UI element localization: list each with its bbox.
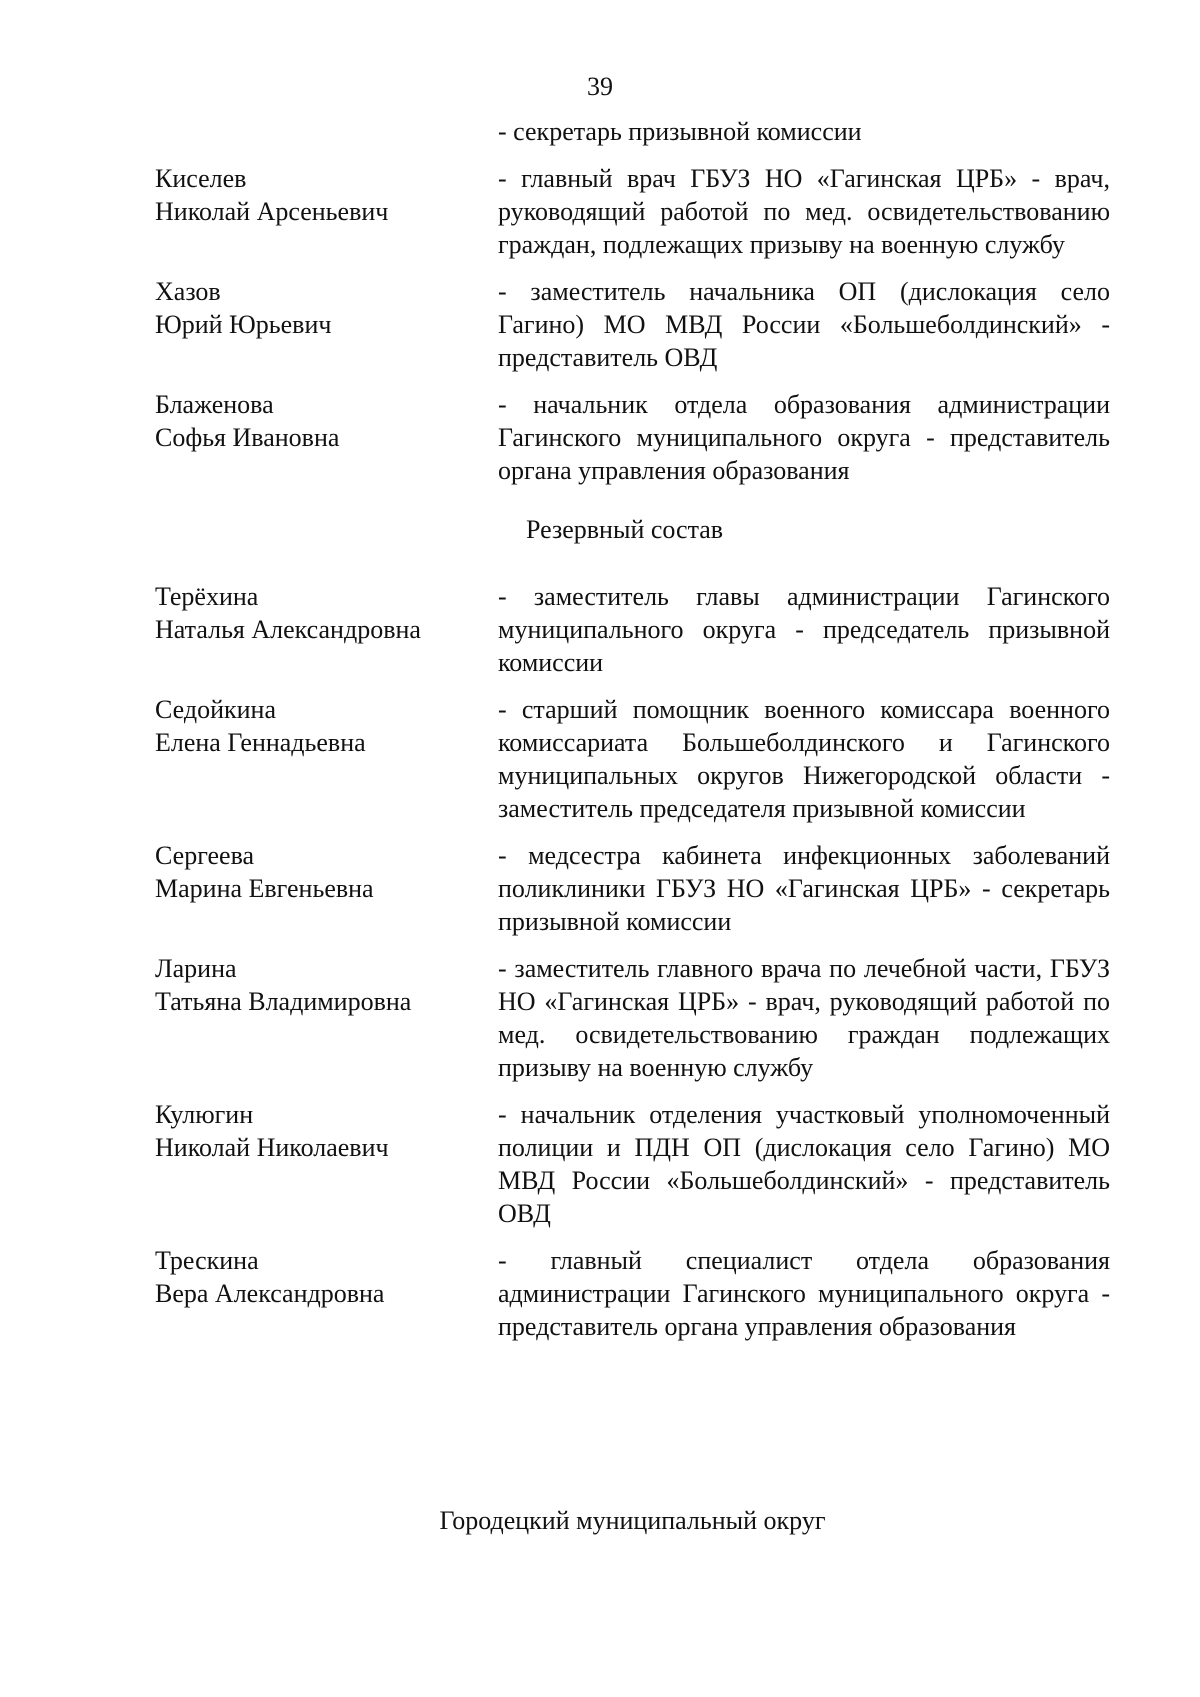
member-role: - заместитель главного врача по лечебной части, ГБУЗ НО «Гагинская ЦРБ» - врач, руководящий работой по мед. освидетельствованию граждан подлежащих призыву на военную службу [498,954,1110,1082]
member-given-name: Вера Александровна [155,1279,385,1308]
member-name [155,693,498,759]
member-given-name: Наталья Александровна [155,615,421,644]
list-item [155,115,1110,148]
member-role: - главный специалист отдела образования администрации Гагинского муниципального округа - представитель органа управления образования [498,1246,1110,1341]
member-given-name: Николай Арсеньевич [155,197,389,226]
member-surname: Ларина [155,954,237,983]
member-surname: Терёхина [155,582,259,611]
member-given-name: Юрий Юрьевич [155,310,332,339]
member-name [155,952,498,1018]
member-name [155,580,498,646]
list-item [155,388,1110,487]
member-role: - заместитель начальника ОП (дислокация село Гагино) МО МВД России «Большеболдинский» - представитель ОВД [498,277,1110,372]
member-surname: Седойкина [155,695,276,724]
list-item [155,693,1110,825]
member-role: - главный врач ГБУЗ НО «Гагинская ЦРБ» - врач, руководящий работой по мед. освидетельствованию граждан, подлежащих призыву на военную службу [498,164,1110,259]
list-item [155,839,1110,938]
member-given-name: Татьяна Владимировна [155,987,412,1016]
list-item [155,275,1110,374]
member-given-name: Николай Николаевич [155,1133,389,1162]
list-item [155,580,1110,679]
member-name [155,388,498,454]
member-role: - заместитель главы администрации Гагинского муниципального округа - председатель призывной комиссии [498,582,1110,677]
member-role: - медсестра кабинета инфекционных заболеваний поликлиники ГБУЗ НО «Гагинская ЦРБ» - секретарь призывной комиссии [498,841,1110,936]
member-name [155,1244,498,1310]
member-given-name: Софья Ивановна [155,423,340,452]
list-item [155,162,1110,261]
list-item [155,1244,1110,1343]
member-role: - начальник отделения участковый уполномоченный полиции и ПДН ОП (дислокация село Гагино) МО МВД России «Большеболдинский» - представитель ОВД [498,1100,1110,1228]
member-role: - начальник отдела образования администрации Гагинского муниципального округа - представитель органа управления образования [498,390,1110,485]
member-surname: Хазов [155,277,221,306]
district-title: Городецкий муниципальный округ [439,1506,826,1535]
member-name [155,275,498,341]
member-name [155,162,498,228]
member-name [155,1098,498,1164]
member-surname: Киселев [155,164,247,193]
member-given-name: Марина Евгеньевна [155,874,374,903]
member-role: - старший помощник военного комиссара военного комиссариата Большеболдинского и Гагинского муниципальных округов Нижегородской области - заместитель председателя призывной комиссии [498,695,1110,823]
section-title: Резервный состав [526,515,724,544]
commission-list [155,115,1110,1343]
page-number: 39 [587,72,613,101]
member-surname: Сергеева [155,841,255,870]
list-item [155,1098,1110,1230]
member-surname: Блаженова [155,390,274,419]
list-item [155,952,1110,1084]
member-surname: Кулюгин [155,1100,254,1129]
member-surname: Трескина [155,1246,259,1275]
member-given-name: Елена Геннадьевна [155,728,366,757]
member-role: - секретарь призывной комиссии [498,117,862,146]
member-name [155,839,498,905]
